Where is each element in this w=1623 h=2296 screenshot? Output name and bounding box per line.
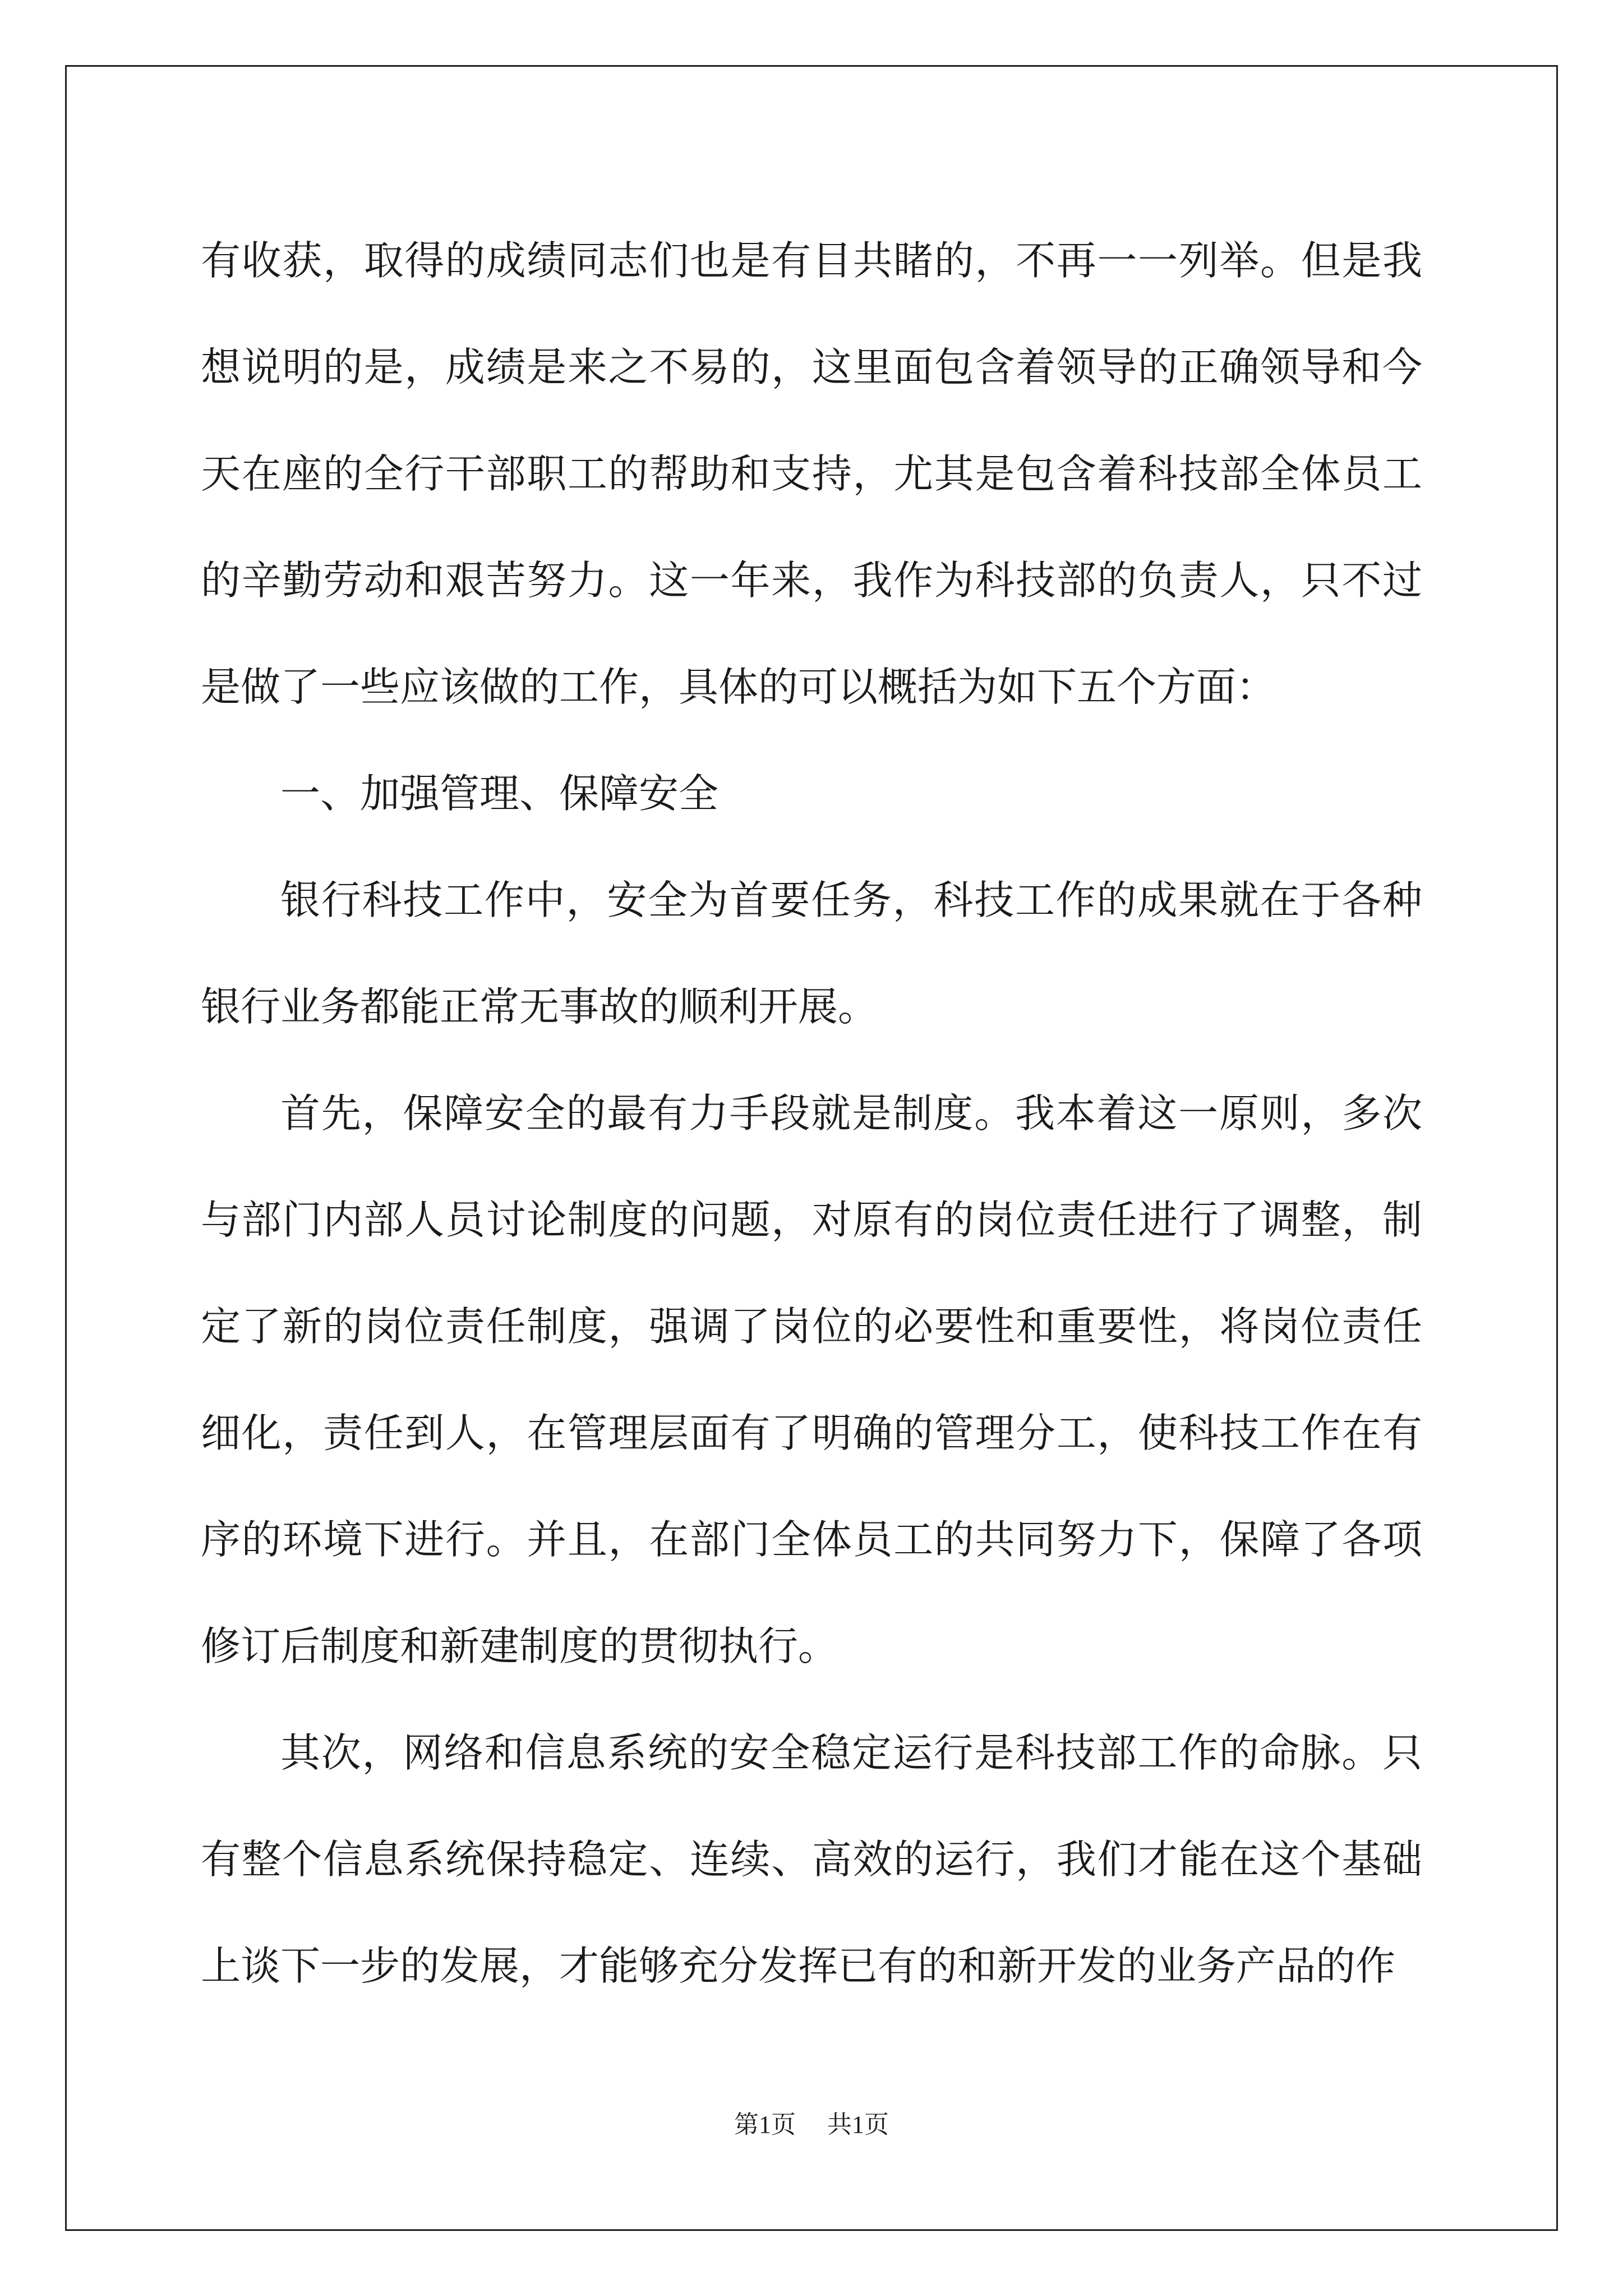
paragraph-2: 银行科技工作中，安全为首要任务，科技工作的成果就在于各种银行业务都能正常无事故的顺利开展。 <box>201 877 1422 1030</box>
section-heading: 一、加强管理、保障安全 <box>280 770 719 817</box>
page-number-current: 第1页 <box>734 2111 796 2138</box>
body-text <box>201 208 1422 2019</box>
paragraph-4: 其次，网络和信息系统的安全稳定运行是科技部工作的命脉。只有整个信息系统保持稳定、连续、高效的运行，我们才能在这个基础上谈下一步的发展，才能够充分发挥已有的和新开发的业务产品的作 <box>201 1729 1422 1989</box>
paragraph-1: 有收获，取得的成绩同志们也是有目共睹的，不再一一列举。但是我想说明的是，成绩是来之不易的，这里面包含着领导的正确领导和今天在座的全行干部职工的帮助和支持，尤其是包含着科技部全体员工的辛勤劳动和艰苦努力。这一年来，我作为科技部的负责人，只不过是做了一些应该做的工作，具体的可以概括为如下五个方面： <box>201 237 1422 710</box>
page-footer <box>0 2108 1623 2142</box>
paragraph-3: 首先，保障安全的最有力手段就是制度。我本着这一原则，多次与部门内部人员讨论制度的问题，对原有的岗位责任进行了调整，制定了新的岗位责任制度，强调了岗位的必要性和重要性，将岗位责任细化，责任到人，在管理层面有了明确的管理分工，使科技工作在有序的环境下进行。并且，在部门全体员工的共同努力下，保障了各项修订后制度和新建制度的贯彻执行。 <box>201 1090 1422 1669</box>
page-number-total: 共1页 <box>827 2111 889 2138</box>
